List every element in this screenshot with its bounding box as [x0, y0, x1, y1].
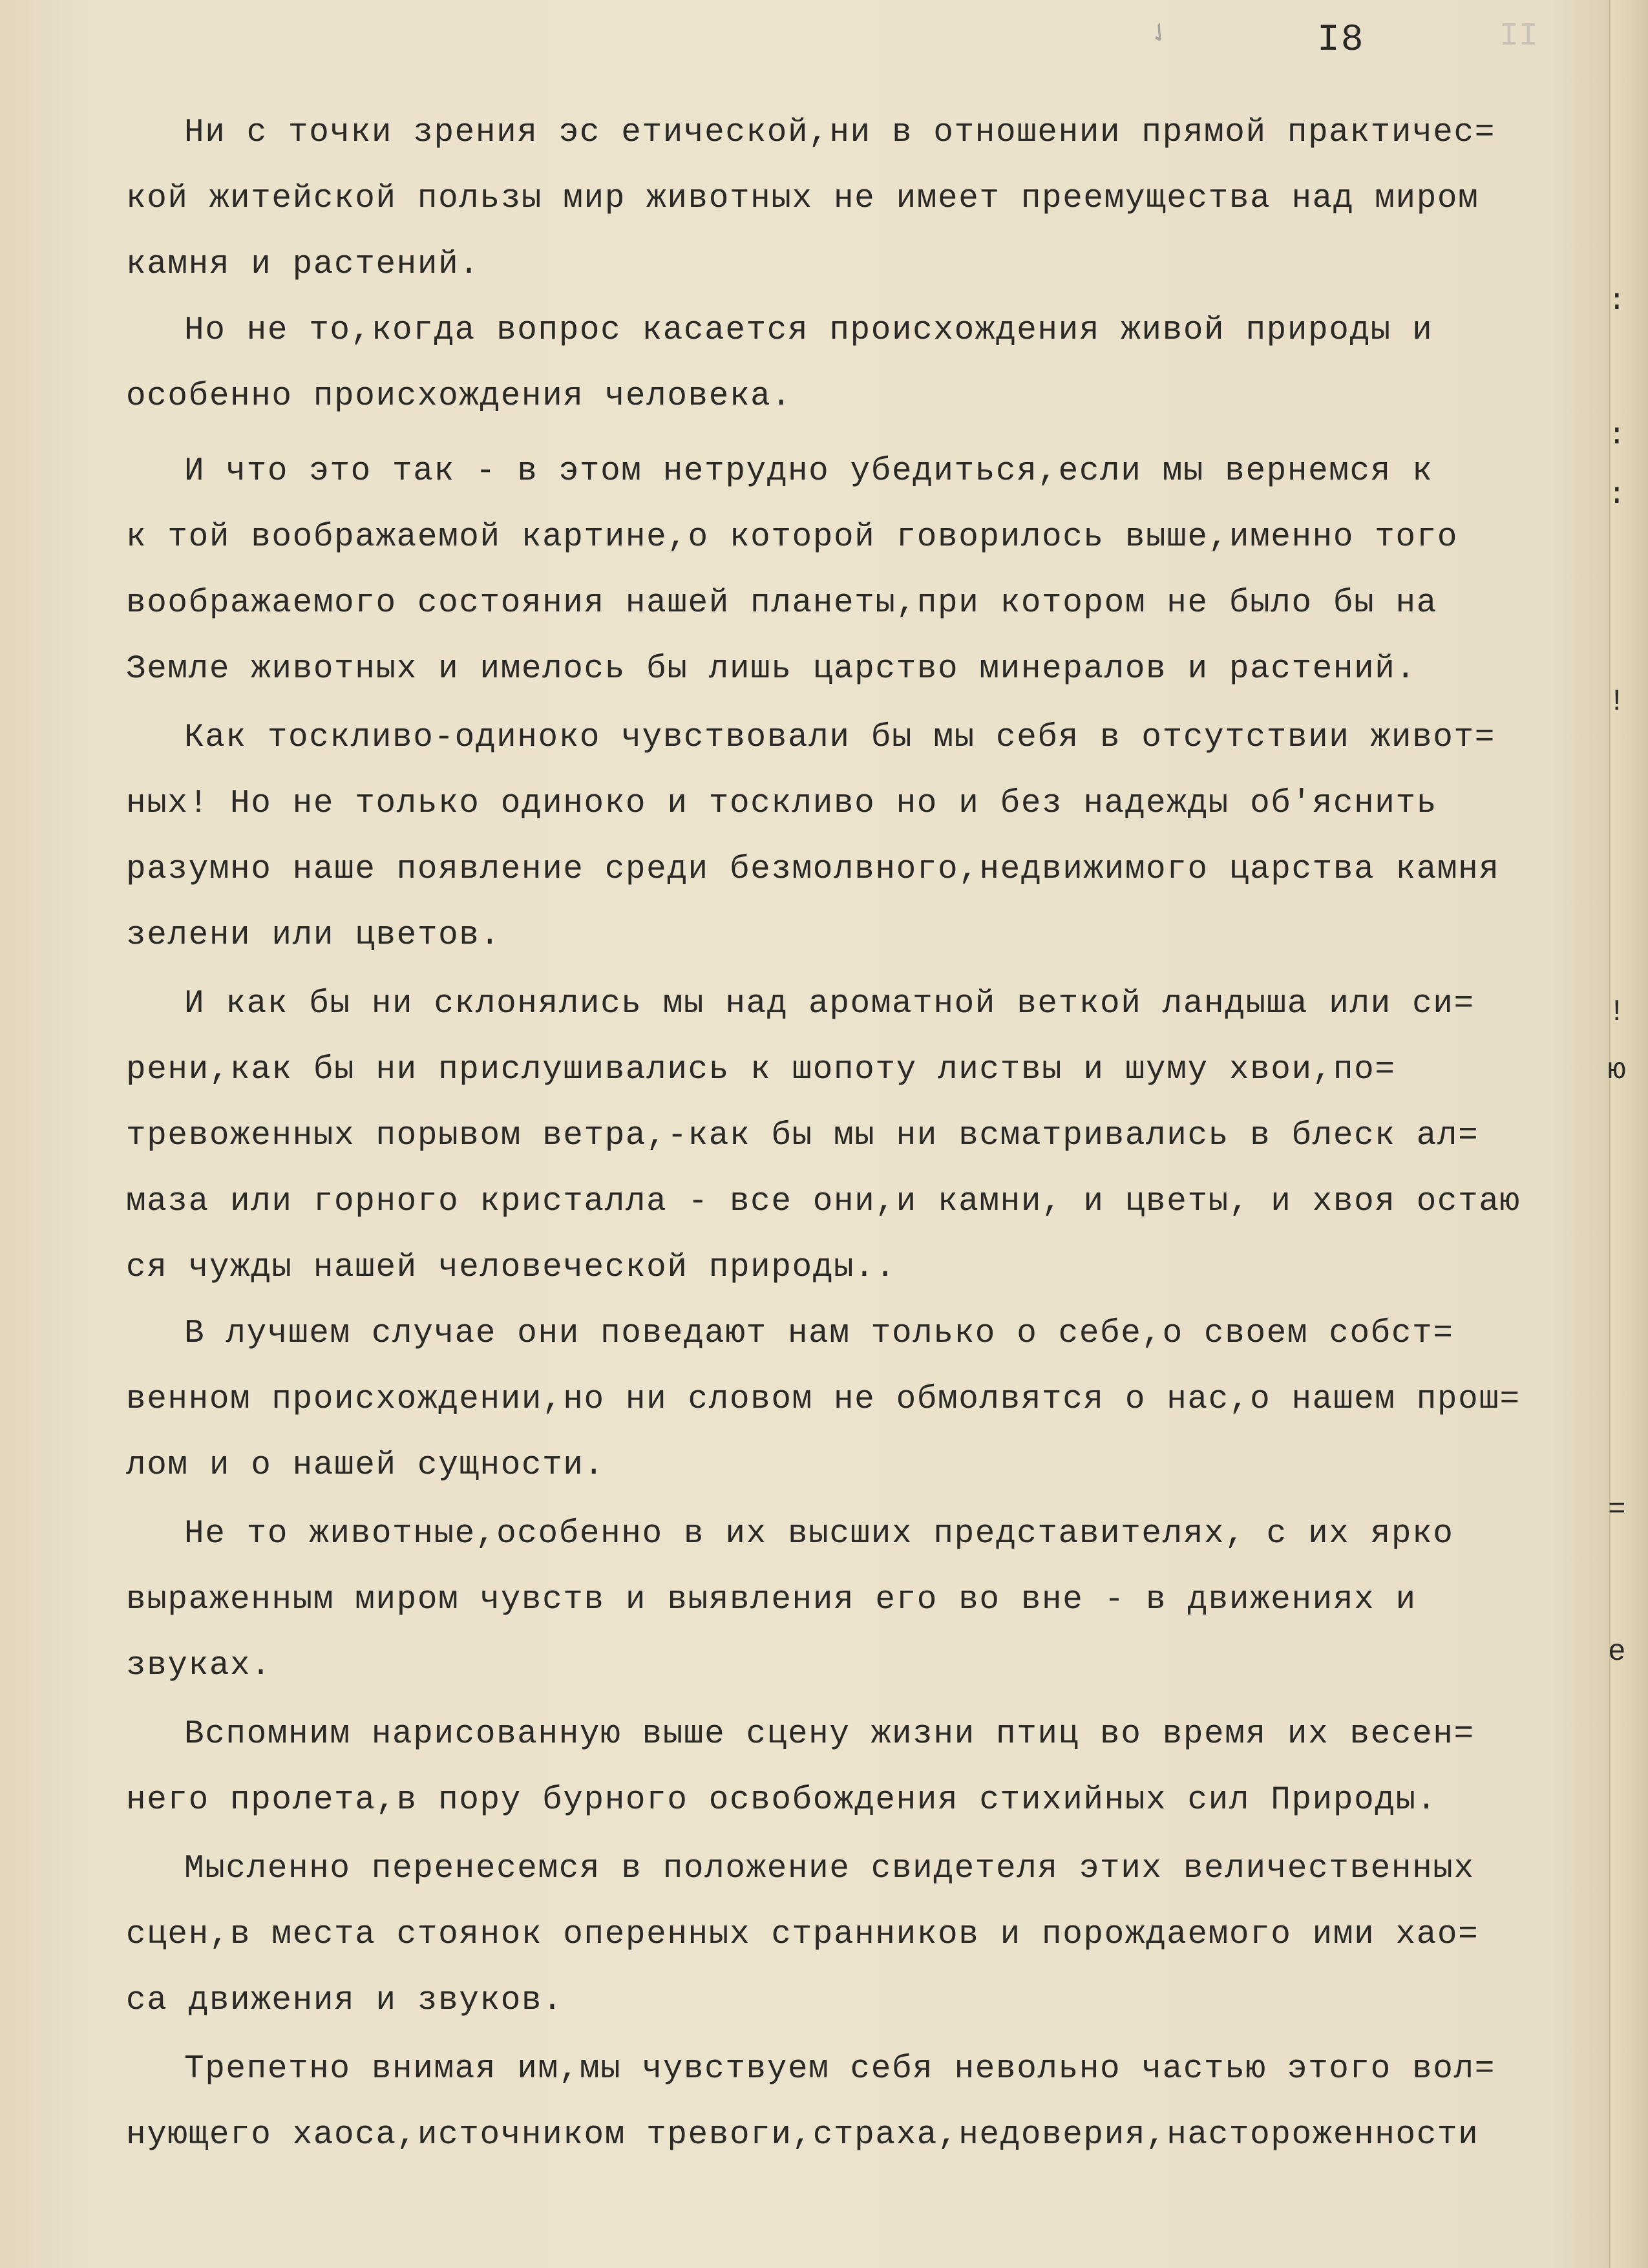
text-line: разумно наше появление среди безмолвного,недвижимого царства камня: [126, 851, 1500, 888]
margin-mark: :: [1608, 284, 1626, 318]
margin-mark: ю: [1608, 1054, 1626, 1087]
text-line: рени,как бы ни прислушивались к шопоту листвы и шуму хвои,по=: [126, 1052, 1396, 1088]
text-line: Ни с точки зрения эс етической,ни в отношении прямой практичес=: [184, 114, 1495, 151]
text-line: Земле животных и имелось бы лишь царство минералов и растений.: [126, 651, 1417, 688]
margin-mark: :: [1608, 478, 1626, 512]
text-line: маза или горного кристалла - все они,и камни, и цветы, и хвоя остаю: [126, 1183, 1521, 1220]
margin-mark: :: [1608, 419, 1626, 452]
text-line: венном происхождении,но ни словом не обмолвятся о нас,о нашем прош=: [126, 1381, 1521, 1418]
faint-page-number: II: [1499, 18, 1539, 55]
margin-mark: е: [1608, 1635, 1626, 1669]
text-line: са движения и звуков.: [126, 1982, 564, 2019]
margin-mark: =: [1608, 1493, 1626, 1527]
text-line: звуках.: [126, 1648, 272, 1684]
text-line: Трепетно внимая им,мы чувствуем себя невольно частью этого вол=: [184, 2051, 1495, 2088]
text-line: Но не то,когда вопрос касается происхождения живой природы и: [184, 312, 1433, 349]
text-line: тревоженных порывом ветра,-как бы мы ни всматривались в блеск ал=: [126, 1118, 1479, 1154]
text-line: особенно происхождения человека.: [126, 378, 792, 415]
text-line: И как бы ни склонялись мы над ароматной веткой ландыша или си=: [184, 986, 1475, 1023]
text-line: зелени или цветов.: [126, 917, 501, 954]
text-line: Не то животные,особенно в их высших представителях, с их ярко: [184, 1516, 1454, 1553]
text-line: нующего хаоса,источником тревоги,страха,недоверия,настороженности: [126, 2117, 1479, 2154]
text-line: кой житейской пользы мир животных не имеет преемущества над миром: [126, 180, 1479, 217]
text-line: ных! Но не только одиноко и тоскливо но и без надежды об'яснить: [126, 785, 1437, 822]
text-line: В лучшем случае они поведают нам только о себе,о своем собст=: [184, 1315, 1454, 1352]
pencil-tick-mark: ✓: [1143, 15, 1178, 53]
text-line: ся чужды нашей человеческой природы..: [126, 1249, 896, 1286]
text-line: сцен,в места стоянок оперенных странников и порождаемого ими хао=: [126, 1916, 1479, 1953]
text-line: воображаемого состояния нашей планеты,при котором не было бы на: [126, 585, 1437, 622]
text-line: Мысленно перенесемся в положение свидетеля этих величественных: [184, 1850, 1475, 1887]
text-line: Вспомним нарисованную выше сцену жизни птиц во время их весен=: [184, 1716, 1475, 1753]
text-line: камня и растений.: [126, 246, 480, 283]
body-text: [126, 100, 1612, 2168]
text-line: выраженным миром чувств и выявления его во вне - в движениях и: [126, 1582, 1417, 1618]
text-line: лом и о нашей сущности.: [126, 1447, 605, 1484]
text-line: к той воображаемой картине,о которой говорилось выше,именно того: [126, 519, 1459, 556]
page-number: I8: [1317, 19, 1365, 61]
margin-mark: !: [1608, 995, 1626, 1029]
text-line: Как тоскливо-одиноко чувствовали бы мы себя в отсутствии живот=: [184, 719, 1495, 756]
page-edge-strip: [1609, 0, 1648, 2268]
text-line: И что это так - в этом нетрудно убедиться,если мы вернемся к: [184, 453, 1433, 490]
margin-mark: !: [1608, 685, 1626, 719]
text-line: него пролета,в пору бурного освобождения стихийных сил Природы.: [126, 1782, 1437, 1819]
